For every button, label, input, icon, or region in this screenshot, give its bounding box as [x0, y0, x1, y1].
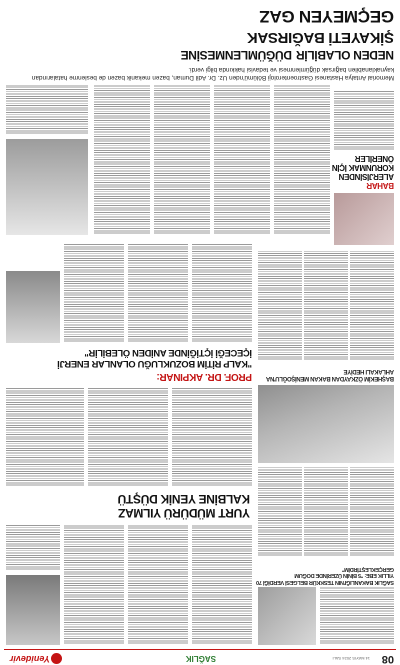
nurse-photo — [258, 587, 316, 645]
text-block — [350, 467, 394, 557]
brand-name: Yenidevir — [9, 654, 50, 664]
interview-headline-2: "KALP RİTİM BOZUKLUĞU OLANLAR ENERJİ — [57, 359, 252, 370]
interview-headline-3: İÇECEĞİ İÇTİĞİNDE ANİDEN ÖLEBİLİR" — [84, 348, 252, 359]
ceremony-photo — [258, 385, 394, 463]
text-block — [6, 85, 88, 135]
text-block — [304, 467, 348, 557]
allergy-headline-3: KORUNMAK İÇİN — [332, 163, 394, 172]
text-block — [6, 387, 84, 487]
main-headline-2: ŞİKAYETİ BAĞIRSAK — [247, 29, 394, 46]
side-right-headline-2: KALBİNE YENİK DÜŞTÜ — [117, 492, 250, 506]
issue-date: 14 MAYIS 2024 SALI — [332, 656, 370, 661]
text-block — [64, 243, 124, 343]
text-block — [154, 85, 210, 235]
text-block — [128, 243, 188, 343]
text-block — [192, 525, 252, 645]
interview-headline-1: PROF. DR. AKPINAR: — [156, 371, 252, 382]
text-block — [258, 467, 302, 557]
text-block — [6, 525, 60, 571]
portrait-photo — [6, 575, 60, 645]
text-block — [88, 387, 168, 487]
text-block — [214, 85, 270, 235]
allergy-photo — [334, 193, 394, 245]
header-rule — [4, 649, 396, 650]
main-dek: Memorial Antalya Hastanesi Gastroenteroloji Bölümü'nden Uz. Dr. Adil Duman, bazen mekanik bazen de beslenme hatalarından kaynaklanabilen bağırsak düğümlenmesi ve tedavisi hakkında bilgi verdi. — [31, 66, 394, 81]
text-block — [304, 251, 348, 361]
side-middle-headline: BAŞHEKİM ÖZKAYDAN BAKAN MENİŞOĞLU'NA AHLAKALI HEDİYE — [266, 367, 394, 381]
text-block — [94, 85, 150, 235]
text-block — [320, 587, 394, 645]
text-block — [192, 243, 252, 343]
professor-photo — [6, 271, 60, 343]
section-label: SAĞLIK — [185, 654, 216, 663]
side-right-headline-1: YURT MÜDÜRÜ YILMAZ — [118, 506, 250, 520]
side-top-headline: SAĞLIK BAKANLIĞI'NIN TESKKÜR BELGESİ VERDİĞİ 70 YILLIK EBE: "5 BİNİN ÜZERİNDE DOĞUM GERÇEKLEŞTİRDİM" — [256, 565, 394, 585]
main-headline-1: GEÇMEYEN GAZ — [259, 7, 394, 26]
allergy-headline-1: BAHAR — [366, 181, 394, 190]
text-block — [172, 387, 252, 487]
allergy-headline-2: ALERJİSİNDEN — [338, 172, 394, 181]
text-block — [64, 525, 124, 645]
allergy-headline-4: ÖNERİLER — [355, 154, 394, 163]
brand-logo-icon — [51, 653, 62, 664]
doctor-photo — [6, 139, 88, 235]
text-block — [258, 251, 302, 361]
page-header — [0, 651, 400, 665]
text-block — [128, 525, 188, 645]
main-headline-3: DÜĞÜMLENMESİNE — [180, 48, 292, 62]
text-block — [274, 85, 330, 235]
text-block — [334, 91, 394, 151]
main-headline-4: NEDEN OLABİLİR — [296, 48, 394, 62]
text-block — [350, 251, 394, 361]
page-number: 08 — [381, 653, 394, 665]
